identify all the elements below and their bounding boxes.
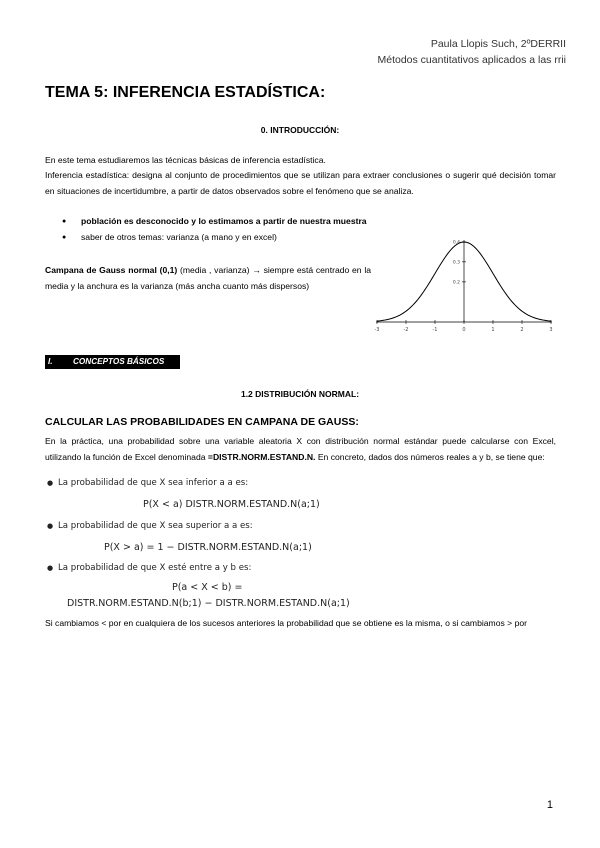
bullet-marker: ● xyxy=(47,522,54,530)
page-number: 1 xyxy=(546,799,553,811)
formula-1-label xyxy=(47,478,248,488)
section-label: CONCEPTOS BÁSICOS xyxy=(73,357,165,366)
page-title: TEMA 5: INFERENCIA ESTADÍSTICA: xyxy=(45,84,326,101)
formula-1-expression: P(X < a) DISTR.NORM.ESTAND.N(a;1) xyxy=(143,499,320,510)
formula-3-expression-line2: DISTR.NORM.ESTAND.N(b;1) − DISTR.NORM.ESTAND.N(a;1) xyxy=(67,598,350,609)
list-item: ● población es desconocido y lo estimamos a partir de nuestra muestra xyxy=(62,214,367,230)
x-tick-label: -2 xyxy=(403,327,409,333)
x-tick-label: -3 xyxy=(374,327,380,333)
intro-paragraph-2: Inferencia estadística: designa al conjunto de procedimientos que se utilizan para extraer conclusiones o sugerir qué decisión tomar en situaciones de incertidumbre, a partir de datos observados sobre el fenómeno que se analiza. xyxy=(45,170,556,196)
bullet-marker: ● xyxy=(47,564,54,572)
header-author: Paula Llopis Such, 2ºDERRII xyxy=(430,38,566,50)
x-tick-label: 1 xyxy=(491,327,495,333)
excel-text-end: En concreto, dados dos números reales a y b, se tiene que: xyxy=(315,452,545,462)
section-heading-conceptos xyxy=(45,355,180,369)
excel-function: =DISTR.NORM.ESTAND.N. xyxy=(207,452,316,462)
y-tick-label: 0.3 xyxy=(452,260,460,266)
calc-heading: CALCULAR LAS PROBABILIDADES EN CAMPANA DE GAUSS: xyxy=(45,416,359,428)
excel-paragraph xyxy=(45,433,556,465)
formula-1-text: La probabilidad de que X sea inferior a a es: xyxy=(58,478,249,488)
gauss-curve-figure xyxy=(372,236,558,336)
list-item: ● saber de otros temas: varianza (a mano y en excel) xyxy=(62,230,367,246)
last-paragraph: Si cambiamos < por en cualquiera de los sucesos anteriores la probabilidad que se obtiene es la misma, o si cambiamos > por xyxy=(45,618,527,628)
formula-3-label xyxy=(47,563,251,573)
formula-2-label xyxy=(47,521,253,531)
intro-paragraph-1: En este tema estudiaremos las técnicas básicas de inferencia estadística. xyxy=(45,155,326,165)
header-course: Métodos cuantitativos aplicados a las rrii xyxy=(377,54,566,66)
formula-3-text: La probabilidad de que X esté entre a y b es: xyxy=(58,563,252,573)
bullet-list xyxy=(62,214,367,245)
y-tick-label: 0.2 xyxy=(452,280,460,286)
formula-box xyxy=(45,478,363,614)
x-tick-label: 2 xyxy=(520,327,524,333)
x-tick-label: 0 xyxy=(462,327,466,333)
formula-3-expression-line1: P(a < X < b) = xyxy=(172,582,243,593)
bullet-marker: ● xyxy=(47,479,54,487)
x-tick-label: -1 xyxy=(432,327,438,333)
x-tick-label: 3 xyxy=(549,327,553,333)
y-tick-label: 0.4 xyxy=(452,240,460,246)
campana-params: (0,1) xyxy=(159,265,178,275)
section-number: I. xyxy=(48,357,53,366)
section-heading-introduccion: 0. INTRODUCCIÓN: xyxy=(260,125,340,135)
campana-label: Campana de Gauss normal xyxy=(45,265,157,275)
formula-2-expression: P(X > a) = 1 − DISTR.NORM.ESTAND.N(a;1) xyxy=(104,542,312,553)
campana-description: (media , varianza) → siempre está centrado en la media y la anchura es la varianza (más ancha cuanto más dispersos) xyxy=(45,265,372,291)
formula-2-text: La probabilidad de que X sea superior a a es: xyxy=(58,521,253,531)
excel-text-start: En la práctica, una probabilidad sobre una variable aleatoria X con distribución normal estándar puede calcularse con Excel, utilizando la función de Excel denominada xyxy=(45,436,556,462)
campana-paragraph xyxy=(45,262,371,294)
section-heading-distribucion-normal: 1.2 DISTRIBUCIÓN NORMAL: xyxy=(240,389,360,399)
